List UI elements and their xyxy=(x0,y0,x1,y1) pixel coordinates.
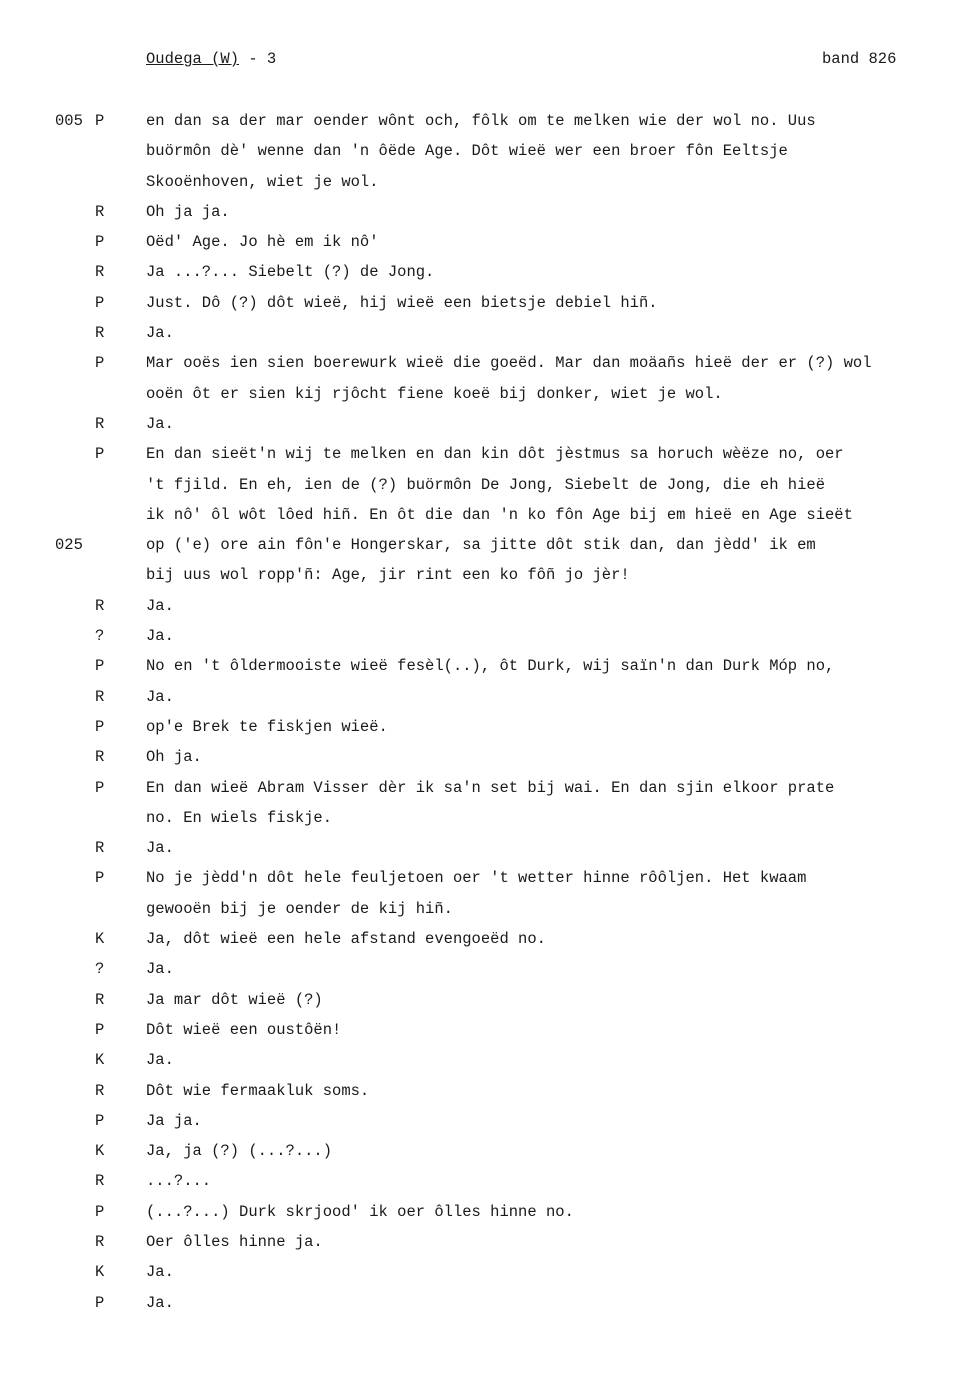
utterance-text: Ja. xyxy=(146,1293,174,1312)
speaker-label: P xyxy=(95,869,105,888)
speaker-label: P xyxy=(95,717,105,736)
utterance-text: ooën ôt er sien kij rjôcht fiene koeë bij donker, wiet je wol. xyxy=(146,384,723,403)
transcript-line xyxy=(0,534,979,564)
utterance-text: Mar ooës ien sien boerewurk wieë die goeëd. Mar dan moäañs hieë der er (?) wol xyxy=(146,354,872,373)
utterance-text: op'e Brek te fiskjen wieë. xyxy=(146,717,388,736)
speaker-label: P xyxy=(95,1111,105,1130)
transcript-line xyxy=(0,1231,979,1261)
utterance-text: Ja. xyxy=(146,414,174,433)
transcript-line xyxy=(0,352,979,382)
utterance-text: Just. Dô (?) dôt wieë, hij wieë een bietsje debiel hiñ. xyxy=(146,293,658,312)
transcript-line xyxy=(0,140,979,170)
utterance-text: ik nô' ôl wôt lôed hiñ. En ôt die dan 'n ko fôn Age bij em hieë en Age sieët xyxy=(146,505,853,524)
page-header-title xyxy=(146,50,276,68)
utterance-text: Oëd' Age. Jo hè em ik nô' xyxy=(146,233,379,252)
speaker-label: K xyxy=(95,1142,105,1161)
speaker-label: R xyxy=(95,1081,105,1100)
speaker-label: P xyxy=(95,657,105,676)
transcript-line xyxy=(0,989,979,1019)
utterance-text: Ja ...?... Siebelt (?) de Jong. xyxy=(146,263,435,282)
utterance-text: op ('e) ore ain fôn'e Hongerskar, sa jitte dôt stik dan, dan jèdd' ik em xyxy=(146,536,816,555)
speaker-label: R xyxy=(95,596,105,615)
speaker-label: K xyxy=(95,1051,105,1070)
utterance-text: en dan sa der mar oender wônt och, fôlk om te melken wie der wol no. Uus xyxy=(146,112,816,130)
transcript-line xyxy=(0,867,979,897)
line-number: 025 xyxy=(55,536,83,555)
utterance-text: ...?... xyxy=(146,1172,212,1191)
utterance-text: Ja. xyxy=(146,324,174,343)
utterance-text: Ja, ja (?) (...?...) xyxy=(146,1142,333,1161)
transcript-line xyxy=(0,686,979,716)
interview-location: Oudega (W) xyxy=(146,50,240,68)
transcript-line xyxy=(0,746,979,776)
transcript-line xyxy=(0,898,979,928)
transcript-line xyxy=(0,292,979,322)
utterance-text: Ja, dôt wieë een hele afstand evengoeëd no. xyxy=(146,930,546,949)
transcript-line xyxy=(0,777,979,807)
speaker-label: P xyxy=(95,233,105,252)
utterance-text: buörmôn dè' wenne dan 'n ôëde Age. Dôt wieë wer een broer fôn Eeltsje xyxy=(146,142,788,161)
transcript-line xyxy=(0,474,979,504)
transcript-line xyxy=(0,807,979,837)
transcript-line xyxy=(0,1261,979,1291)
transcript-line xyxy=(0,110,979,140)
speaker-label: R xyxy=(95,687,105,706)
utterance-text: Ja. xyxy=(146,1051,174,1070)
transcript-body xyxy=(0,110,979,1322)
tape-number: band 826 xyxy=(822,50,897,68)
utterance-text: bij uus wol ropp'ñ: Age, jir rint een ko fôñ jo jèr! xyxy=(146,566,630,585)
speaker-label: P xyxy=(95,778,105,797)
speaker-label: R xyxy=(95,202,105,221)
speaker-label: R xyxy=(95,1172,105,1191)
transcript-line xyxy=(0,171,979,201)
transcript-line xyxy=(0,1110,979,1140)
speaker-label: R xyxy=(95,324,105,343)
speaker-label: P xyxy=(95,1020,105,1039)
utterance-text: Dôt wie fermaakluk soms. xyxy=(146,1081,370,1100)
utterance-text: Ja. xyxy=(146,596,174,615)
speaker-label: R xyxy=(95,748,105,767)
transcript-line xyxy=(0,261,979,291)
transcript-line xyxy=(0,383,979,413)
transcript-line xyxy=(0,1292,979,1322)
transcript-line xyxy=(0,716,979,746)
line-number: 005 xyxy=(55,112,83,130)
speaker-label: R xyxy=(95,263,105,282)
speaker-label: K xyxy=(95,1263,105,1282)
transcript-line xyxy=(0,595,979,625)
speaker-label: P xyxy=(95,445,105,464)
utterance-text: En dan sieët'n wij te melken en dan kin dôt jèstmus sa horuch wèëze no, oer xyxy=(146,445,844,464)
transcript-line xyxy=(0,201,979,231)
utterance-text: (...?...) Durk skrjood' ik oer ôlles hinne no. xyxy=(146,1202,574,1221)
transcript-line xyxy=(0,837,979,867)
transcript-line xyxy=(0,928,979,958)
utterance-text: No je jèdd'n dôt hele feuljetoen oer 't wetter hinne rôôljen. Het kwaam xyxy=(146,869,807,888)
speaker-label: P xyxy=(95,1202,105,1221)
transcript-line xyxy=(0,1201,979,1231)
transcript-line xyxy=(0,1080,979,1110)
speaker-label: P xyxy=(95,1293,105,1312)
utterance-text: Skooënhoven, wiet je wol. xyxy=(146,172,379,191)
transcript-line xyxy=(0,655,979,685)
transcript-line xyxy=(0,504,979,534)
transcript-line xyxy=(0,413,979,443)
speaker-label: R xyxy=(95,990,105,1009)
transcript-line xyxy=(0,322,979,352)
utterance-text: Ja. xyxy=(146,687,174,706)
speaker-label: R xyxy=(95,839,105,858)
speaker-label: R xyxy=(95,414,105,433)
utterance-text: gewooën bij je oender de kij hiñ. xyxy=(146,899,453,918)
utterance-text: no. En wiels fiskje. xyxy=(146,808,333,827)
speaker-label: P xyxy=(95,354,105,373)
utterance-text: No en 't ôldermooiste wieë fesèl(..), ôt Durk, wij saïn'n dan Durk Móp no, xyxy=(146,657,835,676)
transcript-line xyxy=(0,564,979,594)
speaker-label: ? xyxy=(95,627,105,646)
transcript-line xyxy=(0,1049,979,1079)
transcript-line xyxy=(0,1019,979,1049)
utterance-text: 't fjild. En eh, ien de (?) buörmôn De Jong, Siebelt de Jong, die eh hieë xyxy=(146,475,826,494)
utterance-text: Ja. xyxy=(146,960,174,979)
speaker-label: K xyxy=(95,930,105,949)
utterance-text: Oh ja. xyxy=(146,748,202,767)
utterance-text: Oh ja ja. xyxy=(146,202,230,221)
utterance-text: Ja. xyxy=(146,839,174,858)
speaker-label: ? xyxy=(95,960,105,979)
utterance-text: Ja. xyxy=(146,627,174,646)
speaker-label: P xyxy=(95,293,105,312)
speaker-label: P xyxy=(95,112,105,130)
transcript-line xyxy=(0,1170,979,1200)
utterance-text: Dôt wieë een oustôën! xyxy=(146,1020,342,1039)
utterance-text: Ja ja. xyxy=(146,1111,202,1130)
transcript-line xyxy=(0,1140,979,1170)
transcript-line xyxy=(0,625,979,655)
utterance-text: Ja. xyxy=(146,1263,174,1282)
transcript-line xyxy=(0,958,979,988)
page-number: - 3 xyxy=(239,50,277,68)
utterance-text: Oer ôlles hinne ja. xyxy=(146,1232,323,1251)
transcript-line xyxy=(0,443,979,473)
transcript-line xyxy=(0,231,979,261)
speaker-label: R xyxy=(95,1232,105,1251)
utterance-text: En dan wieë Abram Visser dèr ik sa'n set bij wai. En dan sjin elkoor prate xyxy=(146,778,835,797)
utterance-text: Ja mar dôt wieë (?) xyxy=(146,990,323,1009)
